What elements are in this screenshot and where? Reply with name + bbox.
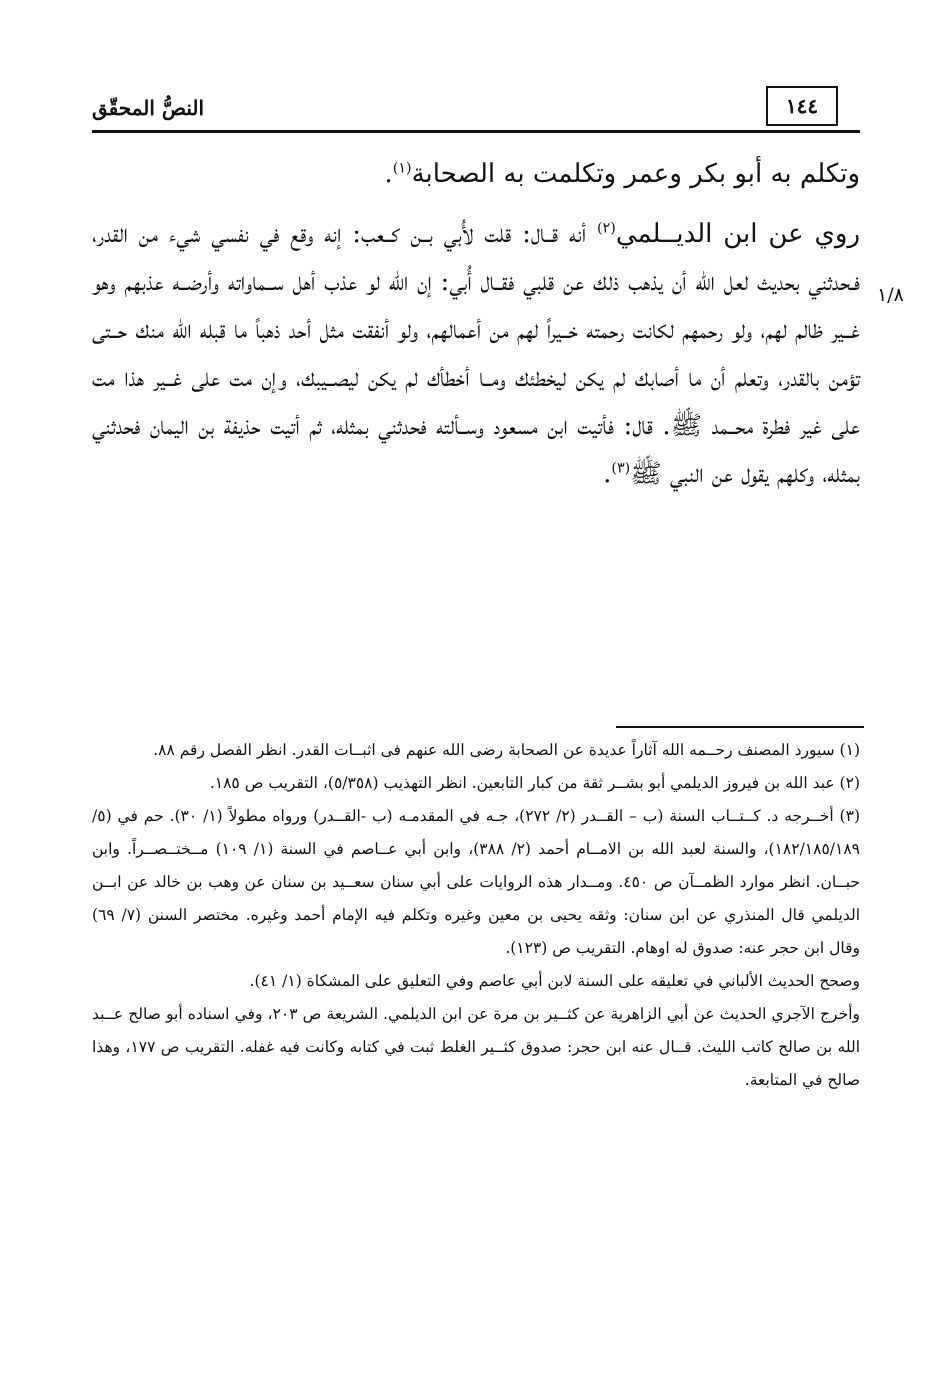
footnote-separator	[616, 726, 864, 728]
footnote-ref-1: (١)	[392, 160, 412, 177]
header-rule	[92, 130, 860, 133]
page-number: ١٤٤	[785, 94, 819, 118]
footnote-ref-2: (٢)	[596, 220, 616, 237]
paragraph-2-text-a: روي عن ابن الديــلمي	[615, 219, 860, 249]
footnote-3-continuation-2: وأخرج الآجري الحديث عن أبي الزاهرية عن كثــير بن مرة عن ابن الديلمي. الشريعة ص ٢٠٣، وفي اسناده أبو صالح عــبد الله بن صالح كاتب الليث. قــال عنه ابن حجر: صدوق كثــير الغلط ثبت في كتابه وكانت فيه غفله. التقريب ص ١٧٧، وهذا صالح في المتابعة.	[92, 1005, 860, 1089]
main-paragraph-2	[92, 210, 860, 498]
footnote-ref-3: (٣)	[611, 460, 631, 477]
paragraph-1-end: .	[384, 159, 393, 189]
footnote-3: (٣) أخــرجه د. كــتــاب السنة (ب – القــدر (٢/ ٢٧٢)، جـه في المقدمـه (ب -القــدر) ورواه مطولاً (١/ ٣٠). حم في (٥/ ١٨٢/١٨٥/١٨٩)، والسنة لعبد الله بن الامــام أحمد (٢/ ٣٨٨)، وابن أبي عــاصم في السنة (١/ ١٠٩) مــختــصــراً. وابن حبــان. انظر موارد الظمــآن ص ٤٥٠. ومــدار هذه الروايات على أبي سنان سعــيد بن سنان عن وهب بن خالد عن ابــن الديلمي قال المنذري عن ابن سنان: وثقه يحيى بن معين وغيره وتكلم فيه الإمام أحمد وغيره. مختصر السنن (٧/ ٦٩) وقال ابن حجر عنه: صدوق له اوهام. التقريب ص (١٢٣).	[92, 807, 860, 957]
main-text	[92, 150, 860, 498]
margin-folio-note: ١/٨	[877, 284, 904, 306]
footnote-3-continuation-1: وصحح الحديث الألباني في تعليقه على السنة لابن أبي عاصم وفي التعليق على المشكاة (١/ ٤١).	[249, 972, 860, 990]
running-header-title: النصُّ المحقّق	[92, 96, 205, 120]
paragraph-1-text: وتكلم به أبو بكر وعمر وتكلمت به الصحابة	[411, 159, 860, 189]
page-number-box	[766, 86, 838, 126]
main-paragraph-1	[92, 150, 860, 198]
paragraph-2-text-b: أنه قــال: قلت لأُبي بــن كــعب: إنه وقع في نفسي شيء من القدر، فـحدثني بحديث لعل الله أن يذهب ذلك عن قلبي فقــال أُبي: إن الله لو عذب أهل ســماواته وأرضــه عذبهم وهو غــير ظالم لهم، ولو رحمهم لكانت رحمته خــيراً لهم من أعمالهم، ولو أنفقت مثل أحد ذهباً ما قبله الله منك حــتى تؤمن بالقدر، وتعلم أن ما أصابك لم يكن ليخطئك ومــا أخطأك لم يكن ليصــيبك، وإن مت على غــير هذا مت على غير فطرة محــمد ﷺ. قال: فأتيت ابن مسعود وســألته فحدثني بمثله، ثم أتيت حذيفة بن اليمان فحدثني بمثله، وكلهم يقول عن النبي ﷺ	[92, 219, 860, 489]
footnote-1: (١) سيورد المصنف رحــمه الله آثاراً عديدة عن الصحابة رضى الله عنهم فى اثبــات القدر. انظر الفصل رقم ٨٨.	[153, 741, 860, 759]
footnote-2: (٢) عبد الله بن فيروز الديلمي أبو بشــر ثقة من كبار التابعين. انظر التهذيب (٥/٣٥٨)، التقريب ص ١٨٥.	[209, 774, 860, 792]
paragraph-2-end: .	[603, 459, 612, 489]
footnotes-section	[92, 734, 860, 1097]
